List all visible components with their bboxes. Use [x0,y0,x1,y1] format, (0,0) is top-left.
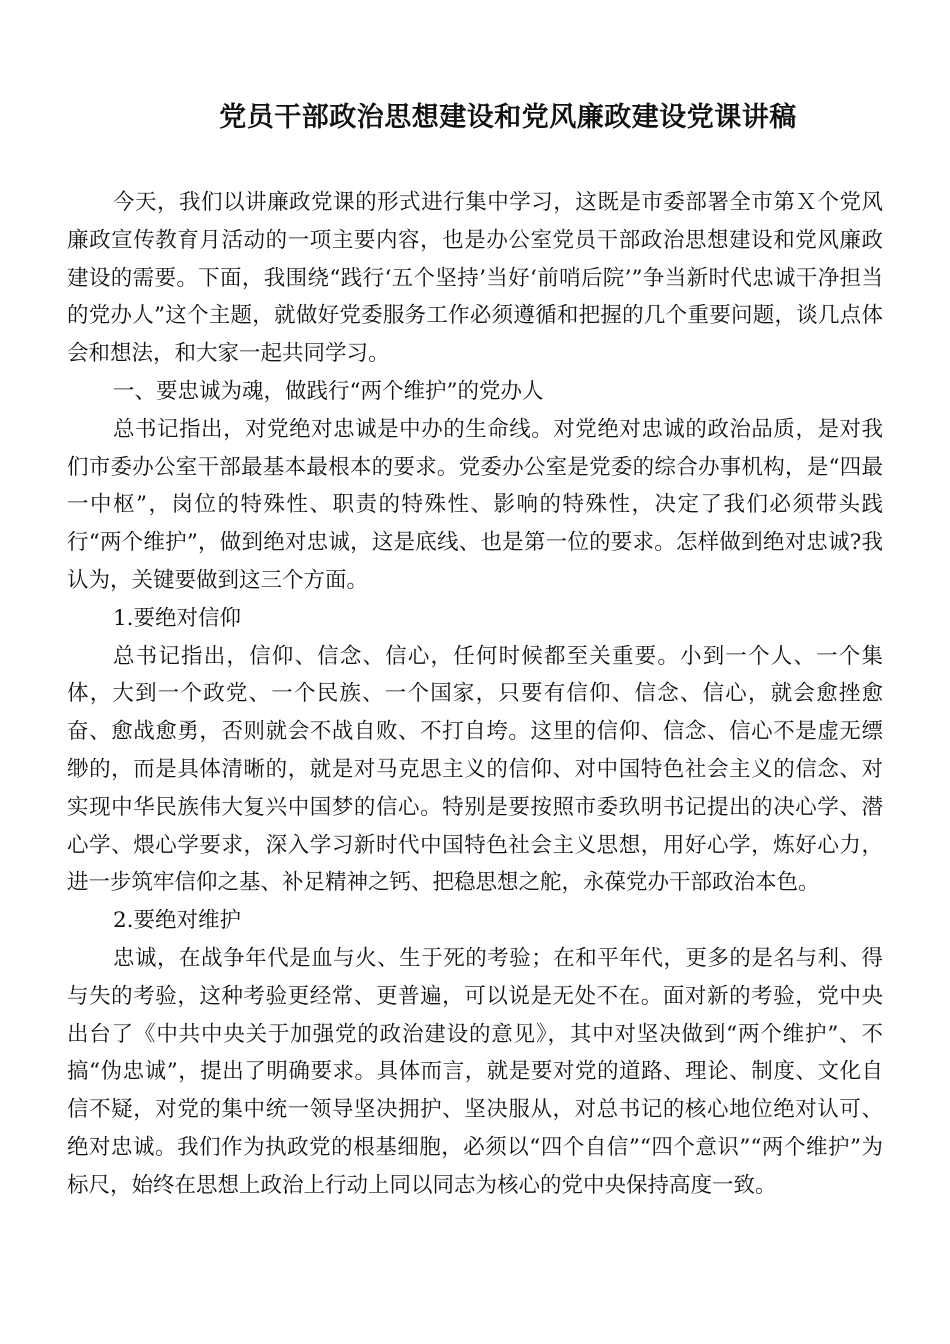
section-heading-1: 一、要忠诚为魂，做践行“两个维护”的党办人 [113,378,544,404]
document-title: 党员干部政治思想建设和党风廉政建设党课讲稿 [219,102,797,133]
subsection-2-paragraph: 忠诚，在战争年代是血与火、生于死的考验；在和平年代，更多的是名与利、得与失的考验，这种考验更经常、更普遍，可以说是无处不在。面对新的考验，党中央出台了《中共中央关于加强党的政治建设的意见》，其中对坚决做到“两个维护”、不搞“伪忠诚”，提出了明确要求。具体而言，就是要对党的道路、理论、制度、文化自信不疑，对党的集中统一领导坚决拥护、坚决服从，对总书记的核心地位绝对认可、绝对忠诚。我们作为执政党的根基细胞，必须以“四个自信”“四个意识”“两个维护”为标尺，始终在思想上政治上行动上同以同志为核心的党中央保持高度一致。 [67,945,883,1198]
subsection-1-paragraph: 总书记指出，信仰、信念、信心，任何时候都至关重要。小到一个人、一个集体，大到一个政党、一个民族、一个国家，只要有信仰、信念、信心，就会愈挫愈奋、愈战愈勇，否则就会不战自败、不打自垮。这里的信仰、信念、信心不是虚无缥缈的，而是具体清晰的，就是对马克思主义的信仰、对中国特色社会主义的信念、对实现中华民族伟大复兴中国梦的信心。特别是要按照市委玖明书记提出的决心学、潜心学、煨心学要求，深入学习新时代中国特色社会主义思想，用好心学，炼好心力，进一步筑牢信仰之基、补足精神之钙、把稳思想之舵，永葆党办干部政治本色。 [67,643,883,896]
section-1-paragraph: 总书记指出，对党绝对忠诚是中办的生命线。对党绝对忠诚的政治品质，是对我们市委办公室干部最基本最根本的要求。党委办公室是党委的综合办事机构，是“四最一中枢”，岗位的特殊性、职责的特殊性、影响的特殊性，决定了我们必须带头践行“两个维护”，做到绝对忠诚，这是底线、也是第一位的要求。怎样做到绝对忠诚?我认为，关键要做到这三个方面。 [67,416,883,593]
document-body [67,184,883,1205]
subsection-heading-1: 1.要绝对信仰 [113,605,242,631]
intro-paragraph: 今天，我们以讲廉政党课的形式进行集中学习，这既是市委部署全市第Ｘ个党风廉政宣传教育月活动的一项主要内容，也是办公室党员干部政治思想建设和党风廉政建设的需要。下面，我围绕“践行‘五个坚持’当好‘前哨后院’”争当新时代忠诚干净担当的党办人”这个主题，就做好党委服务工作必须遵循和把握的几个重要问题，谈几点体会和想法，和大家一起共同学习。 [67,190,883,367]
subsection-heading-2: 2.要绝对维护 [113,908,242,934]
